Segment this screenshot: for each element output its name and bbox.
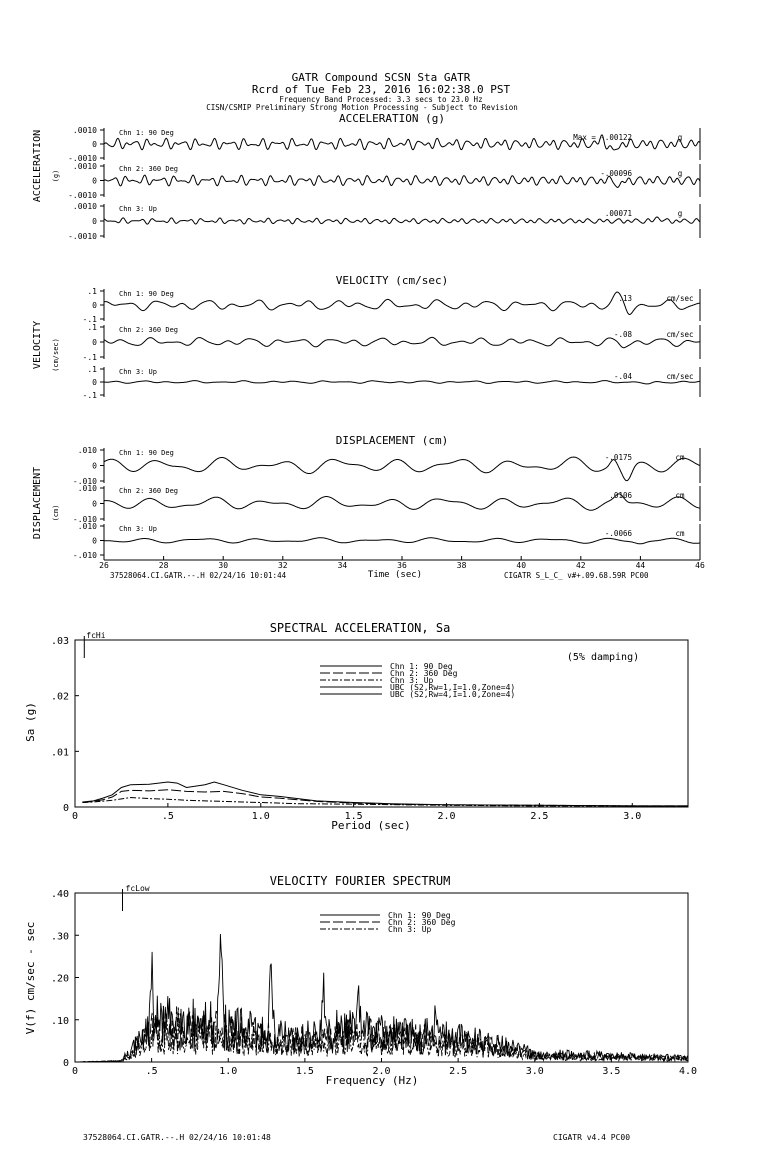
channel-label: Chn 3: Up xyxy=(119,525,157,533)
y-tick-label: 0 xyxy=(92,217,97,226)
panel-yunit: (g) xyxy=(52,169,60,183)
x-tick-label: 3.5 xyxy=(602,1066,621,1077)
x-tick-label: 32 xyxy=(277,561,288,570)
y-tick-label: 0 xyxy=(92,461,97,471)
y-tick-label: 0 xyxy=(62,803,69,814)
y-tick-label: 0 xyxy=(92,176,97,186)
x-axis-label: Frequency (Hz) xyxy=(325,1074,419,1087)
y-tick-label: .02 xyxy=(50,691,69,703)
footer2-left: 37528064.CI.GATR.--.H 02/24/16 10:01:48 xyxy=(83,1133,271,1142)
x-tick-label: 44 xyxy=(635,561,646,570)
channel-label: Chn 2: 360 Deg xyxy=(119,487,179,495)
x-tick-label: 4.0 xyxy=(678,1066,698,1077)
x-tick-label: 2.5 xyxy=(449,1066,468,1077)
channel-label: Chn 1: 90 Deg xyxy=(119,449,174,457)
peak-label: Max = -.00122 xyxy=(573,133,632,142)
frequency-band: Frequency Band Processed: 3.3 secs to 23.0 Hz xyxy=(279,95,483,104)
chart-title: VELOCITY FOURIER SPECTRUM xyxy=(269,874,451,888)
channel-label: Chn 1: 90 Deg xyxy=(119,290,174,298)
processing-note: CISN/CSMIP Preliminary Strong Motion Processing - Subject to Revision xyxy=(206,103,518,112)
y-tick-label: .0010 xyxy=(72,126,97,135)
x-tick-label: 3.0 xyxy=(623,811,642,822)
y-tick-label: .010 xyxy=(77,484,97,493)
y-tick-label: 0 xyxy=(62,1058,69,1069)
station-title: GATR Compound SCSN Sta GATR xyxy=(291,71,471,84)
x-tick-label: 1.5 xyxy=(344,811,363,822)
peak-label: .13 xyxy=(618,294,632,303)
report-header xyxy=(206,71,518,112)
trace-1-2 xyxy=(104,381,700,384)
y-tick-label: .010 xyxy=(77,522,97,531)
x-axis-label: Period (sec) xyxy=(331,819,411,832)
peak-unit: cm/sec xyxy=(666,294,694,303)
y-tick-label: .30 xyxy=(50,931,69,943)
legend-entry: Chn 2: 360 Deg xyxy=(390,669,458,678)
y-tick-label: -.010 xyxy=(72,477,97,486)
x-tick-label: 34 xyxy=(337,561,348,570)
legend-entry: UBC (S2,Rw=4,I=1.0,Zone=4) xyxy=(390,690,516,699)
y-tick-label: 0 xyxy=(92,536,97,546)
chart-layer xyxy=(24,112,705,1087)
channel-label: Chn 2: 360 Deg xyxy=(119,326,179,334)
y-tick-label: 0 xyxy=(92,499,97,509)
legend-entry: UBC (S2,Rw=1,I=1.0,Zone=4) xyxy=(390,683,516,692)
footer1-left: 37528064.CI.GATR.--.H 02/24/16 10:01:44 xyxy=(110,571,287,580)
panel-title: VELOCITY (cm/sec) xyxy=(335,274,449,287)
peak-unit: g xyxy=(677,169,683,178)
trace-1-0 xyxy=(104,292,700,315)
peak-unit: g xyxy=(677,209,683,218)
trace-0-2 xyxy=(104,217,700,224)
x-tick-label: 0 xyxy=(71,811,79,822)
velocity-fourier-chart xyxy=(24,874,697,1087)
peak-label: .00071 xyxy=(604,209,632,218)
legend-entry: Chn 1: 90 Deg xyxy=(390,662,453,671)
legend-entry: Chn 3: Up xyxy=(390,676,434,685)
peak-unit: cm xyxy=(675,453,685,462)
x-tick-label: 2.5 xyxy=(530,811,549,822)
y-tick-label: -.1 xyxy=(82,391,97,400)
channel-label: Chn 3: Up xyxy=(119,205,157,213)
y-tick-label: -.010 xyxy=(72,551,97,560)
y-tick-label: .1 xyxy=(87,365,97,374)
x-tick-label: 42 xyxy=(575,561,586,570)
legend-entry: Chn 3: Up xyxy=(388,925,432,934)
x-tick-label: 38 xyxy=(456,561,467,570)
panel-ylabel: ACCELERATION xyxy=(32,129,43,203)
legend-entry: Chn 1: 90 Deg xyxy=(388,911,451,920)
y-tick-label: .10 xyxy=(50,1015,69,1027)
y-tick-label: .010 xyxy=(77,446,97,455)
panel-ylabel: VELOCITY xyxy=(32,320,43,370)
y-tick-label: -.0010 xyxy=(68,154,97,163)
y-tick-label: 0 xyxy=(92,338,97,347)
y-tick-label: -.1 xyxy=(82,353,97,362)
sa-series-2 xyxy=(82,798,688,807)
panel-yunit: (cm/sec) xyxy=(52,338,60,372)
panel-ylabel: DISPLACEMENT xyxy=(32,466,43,540)
y-tick-label: -.0010 xyxy=(68,191,97,200)
y-tick-label: .01 xyxy=(50,747,69,759)
peak-unit: cm/sec xyxy=(666,372,694,381)
x-tick-label: 40 xyxy=(516,561,527,570)
footer2-right: CIGATR v4.4 PC00 xyxy=(553,1133,631,1142)
time-series-panel-2 xyxy=(32,434,705,580)
x-tick-label: 1.5 xyxy=(295,1066,314,1077)
y-tick-label: 0 xyxy=(92,378,97,387)
y-tick-label: -.0010 xyxy=(68,232,97,241)
spectral-acceleration-chart xyxy=(24,621,688,832)
trace-1-1 xyxy=(104,337,700,347)
y-tick-label: .0010 xyxy=(72,202,97,211)
y-tick-label: .03 xyxy=(50,636,69,647)
fclow-label: fcLow xyxy=(125,884,150,893)
x-tick-label: 30 xyxy=(218,561,229,570)
x-tick-label: 46 xyxy=(695,561,705,570)
peak-label: -.0175 xyxy=(604,453,632,462)
chart-title: SPECTRAL ACCELERATION, Sa xyxy=(269,621,451,635)
panel-title: DISPLACEMENT (cm) xyxy=(335,434,449,447)
y-tick-label: .40 xyxy=(50,889,69,900)
y-tick-label: .20 xyxy=(50,973,69,985)
x-tick-label: 0 xyxy=(71,1066,79,1077)
peak-label: .0106 xyxy=(609,491,632,500)
channel-label: Chn 1: 90 Deg xyxy=(119,129,174,137)
x-tick-label: .5 xyxy=(161,811,174,822)
x-tick-label: 28 xyxy=(158,561,169,570)
peak-label: -.00096 xyxy=(600,169,632,178)
x-tick-label: .5 xyxy=(145,1066,158,1077)
time-series-panel-0 xyxy=(32,112,700,241)
peak-label: -.08 xyxy=(613,330,632,339)
sa-series-0 xyxy=(82,782,688,806)
x-tick-label: 36 xyxy=(397,561,407,570)
record-title: Rcrd of Tue Feb 23, 2016 16:02:38.0 PST xyxy=(251,83,511,96)
y-tick-label: 0 xyxy=(92,301,97,310)
channel-label: Chn 3: Up xyxy=(119,368,157,376)
y-axis-label: Sa (g) xyxy=(24,702,37,742)
x-tick-label: 1.0 xyxy=(251,811,270,822)
time-series-panel-1 xyxy=(32,274,700,400)
y-axis-label: V(f) cm/sec - sec xyxy=(24,921,37,1035)
trace-0-1 xyxy=(104,175,700,187)
legend-entry: Chn 2: 360 Deg xyxy=(388,918,456,927)
footer-spectra xyxy=(83,1133,630,1142)
peak-label: -.04 xyxy=(613,372,632,381)
x-tick-label: 2.0 xyxy=(372,1066,391,1077)
y-tick-label: .1 xyxy=(87,323,97,332)
panel-yunit: (cm) xyxy=(52,504,60,522)
x-axis-label: Time (sec) xyxy=(367,570,423,580)
fchi-label: fcHi xyxy=(86,631,106,640)
y-tick-label: .0010 xyxy=(72,162,97,171)
footer1-right: CIGATR S_L_C_ v#+.09.68.59R PC00 xyxy=(504,571,649,580)
x-tick-label: 3.0 xyxy=(525,1066,544,1077)
damping-note: (5% damping) xyxy=(566,652,640,663)
y-tick-label: .1 xyxy=(87,287,97,296)
x-tick-label: 26 xyxy=(99,561,109,570)
panel-title: ACCELERATION (g) xyxy=(339,112,445,125)
peak-unit: cm xyxy=(675,529,685,538)
x-tick-label: 2.0 xyxy=(437,811,456,822)
y-tick-label: -.1 xyxy=(82,315,97,324)
x-tick-label: 1.0 xyxy=(219,1066,238,1077)
peak-unit: g xyxy=(677,133,683,142)
peak-label: -.0066 xyxy=(604,529,632,538)
peak-unit: cm/sec xyxy=(666,330,694,339)
channel-label: Chn 2: 360 Deg xyxy=(119,165,179,173)
y-tick-label: -.010 xyxy=(72,515,97,524)
trace-2-2 xyxy=(104,538,700,544)
y-tick-label: 0 xyxy=(92,140,97,149)
peak-unit: cm xyxy=(675,491,685,500)
